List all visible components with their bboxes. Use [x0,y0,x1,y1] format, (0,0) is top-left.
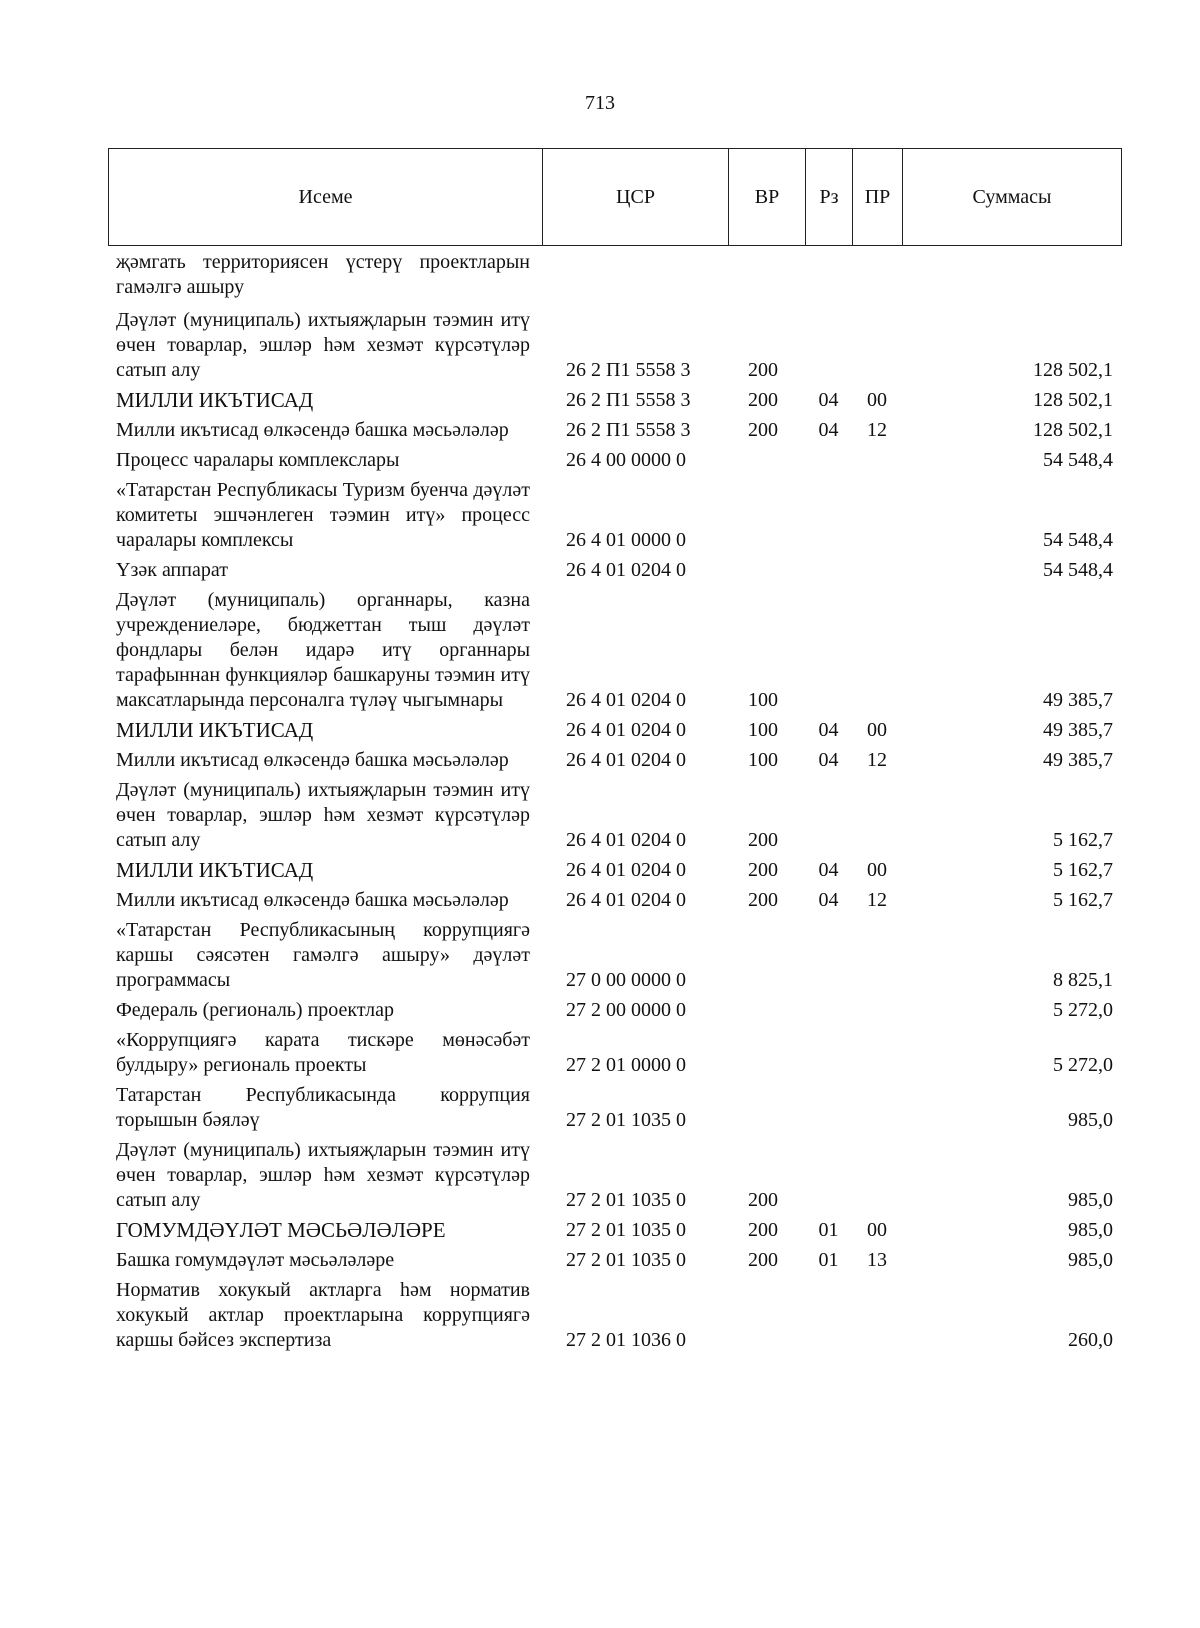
cell-name: Милли икътисад өлкәсендә башка мәсьәләләр [116,889,509,911]
cell-csr: 26 4 01 0204 0 [566,889,686,911]
cell-pr [852,998,902,1028]
cell-pr [852,1278,902,1358]
cell-sum: 5 272,0 [1053,999,1113,1021]
page-number: 713 [585,92,615,114]
table-row [108,388,1121,418]
cell-sum [902,250,1121,308]
cell-sum: 5 162,7 [1053,859,1113,881]
table-row [108,1248,1121,1278]
cell-vr: 200 [748,889,778,911]
cell-pr [852,918,902,998]
cell-rz [805,558,852,588]
cell-sum: 5 162,7 [1053,829,1113,851]
cell-csr: 26 4 01 0000 0 [566,529,686,551]
cell-rz [805,588,852,718]
cell-vr: 200 [748,1249,778,1271]
cell-rz: 01 [818,1249,839,1271]
table-row [108,918,1121,998]
cell-vr: 100 [748,689,778,711]
cell-name: МИЛЛИ ИКЪТИСАД [116,718,314,742]
column-header-name: Исеме [109,149,543,246]
cell-name: Татарстан Республикасында коррупция торышын бәяләү [116,1084,530,1131]
cell-vr [728,918,805,998]
cell-csr: 27 2 01 1035 0 [566,1189,686,1211]
cell-csr: 27 0 00 0000 0 [566,969,686,991]
column-header-csr: ЦСР [543,149,729,246]
budget-table [108,250,1121,1358]
cell-pr: 00 [867,1219,887,1241]
cell-csr: 26 4 01 0204 0 [566,829,686,851]
cell-vr: 200 [748,829,778,851]
cell-pr [852,1138,902,1218]
cell-sum: 985,0 [1068,1109,1113,1131]
cell-vr [728,250,805,308]
cell-sum: 985,0 [1068,1249,1113,1271]
cell-vr: 200 [748,859,778,881]
table-header [108,148,1122,246]
table-row [108,418,1121,448]
cell-vr [728,1083,805,1138]
cell-pr: 00 [867,859,887,881]
cell-name: Дәүләт (муниципаль) ихтыяҗларын тәэмин итү өчен товарлар, эшләр һәм хезмәт күрсәтүләр сатып алу [116,309,530,381]
cell-vr [728,558,805,588]
table-row [108,998,1121,1028]
cell-rz [805,1028,852,1083]
cell-vr [728,1028,805,1083]
cell-csr: 26 4 01 0204 0 [566,719,686,741]
cell-rz: 04 [818,389,839,411]
cell-pr: 12 [867,749,887,771]
cell-vr [728,478,805,558]
cell-name: МИЛЛИ ИКЪТИСАД [116,388,314,412]
cell-csr: 27 2 01 1036 0 [566,1329,686,1351]
table-row [108,778,1121,858]
cell-rz: 04 [818,749,839,771]
cell-pr [852,1083,902,1138]
cell-vr [728,1278,805,1358]
cell-name: Милли икътисад өлкәсендә башка мәсьәләләр [116,749,509,771]
cell-csr: 27 2 00 0000 0 [566,999,686,1021]
cell-sum: 54 548,4 [1043,559,1113,581]
column-header-sum: Суммасы [903,149,1122,246]
cell-vr [728,448,805,478]
cell-csr: 26 2 П1 5558 3 [566,359,691,381]
cell-csr: 27 2 01 1035 0 [566,1249,686,1271]
table-row [108,588,1121,718]
cell-name: Дәүләт (муниципаль) ихтыяҗларын тәэмин итү өчен товарлар, эшләр һәм хезмәт күрсәтүләр сатып алу [116,779,530,851]
cell-vr: 200 [748,1189,778,1211]
cell-pr: 00 [867,719,887,741]
cell-name: Башка гомумдәүләт мәсьәләләре [116,1249,395,1271]
cell-vr: 200 [748,1219,778,1241]
cell-name: МИЛЛИ ИКЪТИСАД [116,858,314,882]
cell-sum: 54 548,4 [1043,449,1113,471]
table-row [108,1218,1121,1248]
cell-vr: 200 [748,359,778,381]
cell-vr [728,998,805,1028]
column-header-pr: ПР [853,149,903,246]
cell-pr: 12 [867,889,887,911]
cell-rz: 04 [818,719,839,741]
cell-csr: 26 4 00 0000 0 [566,449,686,471]
cell-vr: 100 [748,749,778,771]
cell-pr [852,778,902,858]
cell-sum: 985,0 [1068,1219,1113,1241]
cell-pr [852,588,902,718]
cell-name: Норматив хокукый актларга һәм норматив хокукый актлар проектларына коррупциягә каршы бәйсез экспертиза [116,1279,530,1351]
cell-pr [852,1028,902,1083]
cell-name: «Татарстан Республикасы Туризм буенча дәүләт комитеты эшчәнлеген тәэмин итү» процесс чаралары комплексы [116,479,530,551]
cell-csr [542,250,728,308]
table-row [108,1028,1121,1083]
cell-rz [805,1083,852,1138]
cell-sum: 49 385,7 [1043,719,1113,741]
cell-vr: 100 [748,719,778,741]
cell-rz: 04 [818,419,839,441]
cell-csr: 27 2 01 1035 0 [566,1219,686,1241]
cell-name: «Коррупциягә карата тискәре мөнәсәбәт булдыру» региональ проекты [116,1029,530,1076]
cell-sum: 8 825,1 [1053,969,1113,991]
cell-csr: 26 2 П1 5558 3 [566,419,691,441]
table-row [108,718,1121,748]
table-row [108,1083,1121,1138]
cell-name: Үзәк аппарат [116,559,228,581]
cell-rz [805,250,852,308]
cell-name: Процесс чаралары комплекслары [116,449,400,471]
column-header-rz: Рз [806,149,853,246]
cell-csr: 26 4 01 0204 0 [566,859,686,881]
cell-csr: 26 4 01 0204 0 [566,689,686,711]
table-row [108,308,1121,388]
cell-pr: 13 [867,1249,887,1271]
cell-name: җәмгать территориясен үстерү проектларын гамәлгә ашыру [116,251,530,298]
cell-sum: 54 548,4 [1043,529,1113,551]
cell-sum: 5 272,0 [1053,1054,1113,1076]
cell-sum: 128 502,1 [1033,419,1113,441]
cell-sum: 128 502,1 [1033,359,1113,381]
cell-sum: 128 502,1 [1033,389,1113,411]
cell-rz [805,918,852,998]
column-header-vr: ВР [729,149,806,246]
cell-sum: 49 385,7 [1043,689,1113,711]
cell-sum: 49 385,7 [1043,749,1113,771]
table-row [108,858,1121,888]
table-row [108,448,1121,478]
table-row [108,748,1121,778]
cell-rz [805,778,852,858]
cell-name: ГОМУМДӘҮЛӘТ МӘСЬӘЛӘЛӘРЕ [116,1218,446,1242]
table-row [108,1278,1121,1358]
cell-pr: 12 [867,419,887,441]
cell-sum: 985,0 [1068,1189,1113,1211]
table-row [108,250,1121,308]
cell-rz [805,308,852,388]
cell-name: Дәүләт (муниципаль) органнары, казна учреждениеләре, бюджеттан тыш дәүләт фондлары белән идарә итү органнары тарафыннан функцияләр башкаруны тәэмин итү максатларында персоналга түләү чыгымнары [116,589,530,711]
cell-sum: 260,0 [1068,1329,1113,1351]
cell-csr: 26 4 01 0204 0 [566,749,686,771]
table-body [108,250,1121,1358]
cell-vr: 200 [748,389,778,411]
cell-pr [852,250,902,308]
cell-rz: 04 [818,889,839,911]
cell-pr [852,448,902,478]
cell-rz: 04 [818,859,839,881]
cell-rz [805,1138,852,1218]
cell-pr: 00 [867,389,887,411]
table-row [108,558,1121,588]
cell-rz [805,448,852,478]
table-row [108,478,1121,558]
cell-sum: 5 162,7 [1053,889,1113,911]
cell-name: Милли икътисад өлкәсендә башка мәсьәләләр [116,419,509,441]
cell-csr: 26 4 01 0204 0 [566,559,686,581]
cell-pr [852,478,902,558]
cell-name: Федераль (региональ) проектлар [116,999,394,1021]
cell-name: «Татарстан Республикасының коррупциягә каршы сәясәтен гамәлгә ашыру» дәүләт программасы [116,919,530,991]
table-row [108,888,1121,918]
table-row [108,1138,1121,1218]
cell-rz [805,1278,852,1358]
cell-pr [852,558,902,588]
cell-pr [852,308,902,388]
cell-csr: 26 2 П1 5558 3 [566,389,691,411]
cell-rz: 01 [818,1219,839,1241]
cell-csr: 27 2 01 1035 0 [566,1109,686,1131]
cell-rz [805,478,852,558]
cell-vr: 200 [748,419,778,441]
cell-rz [805,998,852,1028]
cell-csr: 27 2 01 0000 0 [566,1054,686,1076]
cell-name: Дәүләт (муниципаль) ихтыяҗларын тәэмин итү өчен товарлар, эшләр һәм хезмәт күрсәтүләр сатып алу [116,1139,530,1211]
